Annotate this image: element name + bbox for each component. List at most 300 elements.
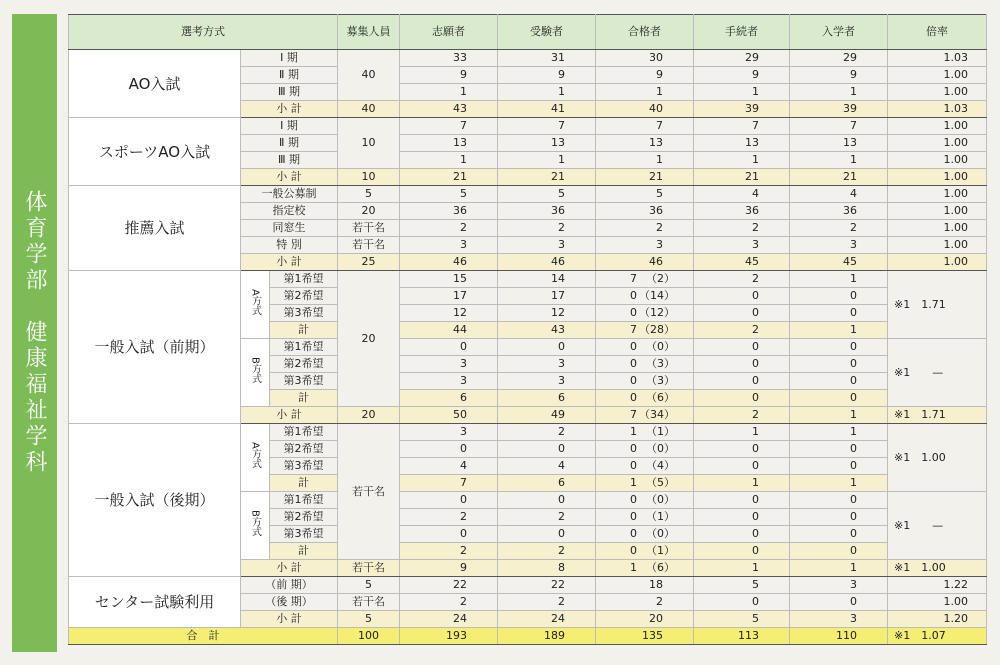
method-a-label [241, 424, 270, 492]
enrolled-cell: 3 [790, 577, 888, 594]
passed-paren: （34） [639, 408, 676, 421]
passed-paren: （6） [646, 561, 676, 574]
rate-cell: ※1 1.07 [888, 628, 987, 645]
applicants-cell: 15 [400, 271, 498, 288]
procedures-cell: 45 [694, 254, 790, 271]
passed-value: 0 [630, 527, 638, 540]
row-label: 計 [270, 475, 338, 492]
enrolled-cell: 1 [790, 84, 888, 101]
applicants-cell: 44 [400, 322, 498, 339]
header-applicants: 志願者 [400, 15, 498, 50]
header-passed: 合格者 [596, 15, 694, 50]
quota-cell: 20 [338, 407, 400, 424]
passed-cell [596, 356, 694, 373]
examinees-cell: 2 [498, 220, 596, 237]
enrolled-cell: 1 [790, 271, 888, 288]
enrolled-cell: 1 [790, 475, 888, 492]
passed-paren: （0） [646, 442, 676, 455]
applicants-cell: 33 [400, 50, 498, 67]
quota-cell: 5 [338, 611, 400, 628]
enrolled-cell: 0 [790, 543, 888, 560]
passed-value: 7 [630, 408, 638, 421]
applicants-cell: 5 [400, 186, 498, 203]
subtotal-label: 小 計 [241, 254, 338, 271]
row-label: 一般公募制 [241, 186, 338, 203]
passed-cell: 7 [596, 118, 694, 135]
rate-cell: ※1 1.00 [888, 424, 987, 492]
row-label: 第2希望 [270, 356, 338, 373]
enrolled-cell: 1 [790, 407, 888, 424]
group-name: 推薦入試 [69, 186, 241, 271]
enrolled-cell: 110 [790, 628, 888, 645]
examinees-cell: 14 [498, 271, 596, 288]
passed-cell [596, 475, 694, 492]
examinees-cell: 0 [498, 492, 596, 509]
rate-cell: 1.00 [888, 237, 987, 254]
passed-cell: 3 [596, 237, 694, 254]
table-row [69, 50, 987, 67]
examinees-cell: 22 [498, 577, 596, 594]
enrolled-cell: 9 [790, 67, 888, 84]
procedures-cell: 0 [694, 492, 790, 509]
passed-paren: （1） [646, 425, 676, 438]
passed-cell: 9 [596, 67, 694, 84]
table-row [69, 186, 987, 203]
row-label: Ⅰ 期 [241, 50, 338, 67]
header-procedures: 手続者 [694, 15, 790, 50]
passed-cell: 2 [596, 594, 694, 611]
passed-cell: 36 [596, 203, 694, 220]
examinees-cell: 2 [498, 424, 596, 441]
procedures-cell: 0 [694, 339, 790, 356]
passed-value: 1 [630, 476, 638, 489]
enrolled-cell: 1 [790, 322, 888, 339]
passed-value: 7 [630, 272, 638, 285]
subtotal-label: 小 計 [241, 407, 338, 424]
procedures-cell: 39 [694, 101, 790, 118]
quota-cell: 若干名 [338, 424, 400, 560]
row-label: 同窓生 [241, 220, 338, 237]
passed-cell: 46 [596, 254, 694, 271]
procedures-cell: 0 [694, 305, 790, 322]
rate-cell: 1.22 [888, 577, 987, 594]
table-row [69, 424, 987, 441]
group-name: 一般入試（後期） [69, 424, 241, 577]
row-label: 第2希望 [270, 509, 338, 526]
procedures-cell: 13 [694, 135, 790, 152]
passed-cell [596, 288, 694, 305]
row-label: Ⅱ 期 [241, 67, 338, 84]
enrolled-cell: 0 [790, 288, 888, 305]
procedures-cell: 2 [694, 322, 790, 339]
enrolled-cell: 3 [790, 237, 888, 254]
header-examinees: 受験者 [498, 15, 596, 50]
enrolled-cell: 1 [790, 424, 888, 441]
examinees-cell: 4 [498, 458, 596, 475]
enrolled-cell: 0 [790, 356, 888, 373]
header-method: 選考方式 [69, 15, 338, 50]
procedures-cell: 0 [694, 509, 790, 526]
examinees-cell: 0 [498, 526, 596, 543]
examinees-cell: 1 [498, 84, 596, 101]
method-a-label [241, 271, 270, 339]
procedures-cell: 36 [694, 203, 790, 220]
passed-paren: （5） [646, 476, 676, 489]
row-label: Ⅲ 期 [241, 152, 338, 169]
passed-cell: 1 [596, 84, 694, 101]
examinees-cell: 2 [498, 509, 596, 526]
enrolled-cell: 0 [790, 305, 888, 322]
enrolled-cell: 0 [790, 373, 888, 390]
quota-cell: 若干名 [338, 237, 400, 254]
passed-cell [596, 373, 694, 390]
group-name: センター試験利用 [69, 577, 241, 628]
procedures-cell: 0 [694, 458, 790, 475]
passed-paren: （6） [646, 391, 676, 404]
examinees-cell: 41 [498, 101, 596, 118]
procedures-cell: 21 [694, 169, 790, 186]
subtotal-label: 小 計 [241, 611, 338, 628]
applicants-cell: 3 [400, 356, 498, 373]
quota-cell: 20 [338, 203, 400, 220]
passed-value: 0 [630, 340, 638, 353]
applicants-cell: 0 [400, 441, 498, 458]
rate-cell: 1.00 [888, 594, 987, 611]
passed-cell: 30 [596, 50, 694, 67]
passed-paren: （3） [646, 357, 676, 370]
applicants-cell: 24 [400, 611, 498, 628]
examinees-cell: 3 [498, 237, 596, 254]
passed-cell: 20 [596, 611, 694, 628]
quota-cell: 5 [338, 577, 400, 594]
applicants-cell: 193 [400, 628, 498, 645]
applicants-cell: 9 [400, 560, 498, 577]
passed-value: 7 [630, 323, 638, 336]
row-label: 第3希望 [270, 373, 338, 390]
rate-cell: 1.00 [888, 186, 987, 203]
row-label: Ⅰ 期 [241, 118, 338, 135]
applicants-cell: 6 [400, 390, 498, 407]
procedures-cell: 0 [694, 373, 790, 390]
applicants-cell: 36 [400, 203, 498, 220]
header-enrolled: 入学者 [790, 15, 888, 50]
method-a-text: A方式 [249, 442, 261, 469]
procedures-cell: 1 [694, 560, 790, 577]
procedures-cell: 4 [694, 186, 790, 203]
applicants-cell: 43 [400, 101, 498, 118]
passed-value: 0 [630, 544, 638, 557]
examinees-cell: 21 [498, 169, 596, 186]
passed-value: 0 [630, 493, 638, 506]
procedures-cell: 0 [694, 543, 790, 560]
rate-cell: ※1 — [888, 339, 987, 407]
group-name: 一般入試（前期） [69, 271, 241, 424]
row-label: 第1希望 [270, 492, 338, 509]
applicants-cell: 46 [400, 254, 498, 271]
passed-cell: 18 [596, 577, 694, 594]
quota-cell: 100 [338, 628, 400, 645]
applicants-cell: 50 [400, 407, 498, 424]
row-label: （後 期） [241, 594, 338, 611]
passed-paren: （0） [646, 340, 676, 353]
passed-paren: （2） [646, 272, 676, 285]
procedures-cell: 5 [694, 611, 790, 628]
passed-cell: 5 [596, 186, 694, 203]
rate-cell: 1.00 [888, 203, 987, 220]
applicants-cell: 0 [400, 339, 498, 356]
examinees-cell: 49 [498, 407, 596, 424]
passed-paren: （28） [639, 323, 676, 336]
rate-cell: 1.00 [888, 254, 987, 271]
passed-cell: 13 [596, 135, 694, 152]
row-label: 第2希望 [270, 441, 338, 458]
passed-paren: （1） [646, 544, 676, 557]
row-label: Ⅱ 期 [241, 135, 338, 152]
rate-cell: 1.00 [888, 169, 987, 186]
method-b-text: B方式 [249, 357, 261, 384]
procedures-cell: 2 [694, 271, 790, 288]
total-label: 合 計 [69, 628, 338, 645]
enrolled-cell: 13 [790, 135, 888, 152]
examinees-cell: 7 [498, 118, 596, 135]
row-label: 第2希望 [270, 288, 338, 305]
passed-cell [596, 305, 694, 322]
header-quota: 募集人員 [338, 15, 400, 50]
enrolled-cell: 0 [790, 492, 888, 509]
passed-value: 0 [630, 306, 638, 319]
examinees-cell: 0 [498, 441, 596, 458]
passed-cell [596, 560, 694, 577]
procedures-cell: 0 [694, 288, 790, 305]
procedures-cell: 9 [694, 67, 790, 84]
table-row [69, 577, 987, 594]
passed-paren: （14） [639, 289, 676, 302]
examinees-cell: 6 [498, 475, 596, 492]
applicants-cell: 7 [400, 475, 498, 492]
passed-paren: （0） [646, 527, 676, 540]
quota-cell: 40 [338, 50, 400, 101]
row-label: 第1希望 [270, 271, 338, 288]
rate-cell: ※1 1.71 [888, 271, 987, 339]
passed-cell [596, 339, 694, 356]
header-row [69, 15, 987, 50]
enrolled-cell: 0 [790, 594, 888, 611]
examinees-cell: 2 [498, 594, 596, 611]
row-label: 計 [270, 390, 338, 407]
passed-paren: （12） [639, 306, 676, 319]
enrolled-cell: 0 [790, 458, 888, 475]
passed-value: 0 [630, 459, 638, 472]
examinees-cell: 2 [498, 543, 596, 560]
subtotal-label: 小 計 [241, 169, 338, 186]
rate-cell: 1.00 [888, 118, 987, 135]
passed-value: 0 [630, 289, 638, 302]
passed-cell [596, 441, 694, 458]
examinees-cell: 0 [498, 339, 596, 356]
enrolled-cell: 29 [790, 50, 888, 67]
passed-paren: （4） [646, 459, 676, 472]
quota-cell: 若干名 [338, 594, 400, 611]
passed-cell [596, 526, 694, 543]
rate-cell: 1.00 [888, 152, 987, 169]
quota-cell: 20 [338, 271, 400, 407]
row-label: 第3希望 [270, 305, 338, 322]
passed-cell: 1 [596, 152, 694, 169]
examinees-cell: 12 [498, 305, 596, 322]
enrolled-cell: 0 [790, 526, 888, 543]
rate-cell: ※1 — [888, 492, 987, 560]
admissions-table-wrap [68, 14, 986, 645]
passed-cell [596, 407, 694, 424]
examinees-cell: 9 [498, 67, 596, 84]
applicants-cell: 4 [400, 458, 498, 475]
applicants-cell: 1 [400, 84, 498, 101]
examinees-cell: 46 [498, 254, 596, 271]
subtotal-label: 小 計 [241, 560, 338, 577]
quota-cell: 25 [338, 254, 400, 271]
procedures-cell: 0 [694, 594, 790, 611]
applicants-cell: 0 [400, 526, 498, 543]
grand-total-row [69, 628, 987, 645]
enrolled-cell: 4 [790, 186, 888, 203]
passed-cell [596, 543, 694, 560]
procedures-cell: 0 [694, 526, 790, 543]
enrolled-cell: 1 [790, 152, 888, 169]
method-b-label [241, 492, 270, 560]
row-label: 第3希望 [270, 458, 338, 475]
applicants-cell: 7 [400, 118, 498, 135]
group-name: AO入試 [69, 50, 241, 118]
examinees-cell: 6 [498, 390, 596, 407]
rate-cell: 1.03 [888, 101, 987, 118]
passed-paren: （3） [646, 374, 676, 387]
enrolled-cell: 45 [790, 254, 888, 271]
passed-cell [596, 492, 694, 509]
procedures-cell: 29 [694, 50, 790, 67]
department-sidebar [12, 14, 57, 652]
procedures-cell: 7 [694, 118, 790, 135]
header-rate: 倍率 [888, 15, 987, 50]
applicants-cell: 3 [400, 424, 498, 441]
row-label: 指定校 [241, 203, 338, 220]
quota-cell: 10 [338, 118, 400, 169]
quota-cell: 若干名 [338, 220, 400, 237]
passed-cell: 135 [596, 628, 694, 645]
method-b-label [241, 339, 270, 407]
examinees-cell: 189 [498, 628, 596, 645]
applicants-cell: 2 [400, 220, 498, 237]
row-label: 第1希望 [270, 339, 338, 356]
passed-cell: 40 [596, 101, 694, 118]
procedures-cell: 0 [694, 356, 790, 373]
table-row [69, 118, 987, 135]
rate-cell: ※1 1.00 [888, 560, 987, 577]
examinees-cell: 43 [498, 322, 596, 339]
row-label: Ⅲ 期 [241, 84, 338, 101]
rate-cell: ※1 1.71 [888, 407, 987, 424]
enrolled-cell: 36 [790, 203, 888, 220]
examinees-cell: 1 [498, 152, 596, 169]
rate-cell: 1.20 [888, 611, 987, 628]
examinees-cell: 31 [498, 50, 596, 67]
examinees-cell: 3 [498, 373, 596, 390]
quota-cell: 10 [338, 169, 400, 186]
enrolled-cell: 3 [790, 611, 888, 628]
rate-cell: 1.03 [888, 50, 987, 67]
rate-cell: 1.00 [888, 84, 987, 101]
procedures-cell: 1 [694, 424, 790, 441]
applicants-cell: 3 [400, 237, 498, 254]
examinees-cell: 13 [498, 135, 596, 152]
procedures-cell: 1 [694, 152, 790, 169]
applicants-cell: 1 [400, 152, 498, 169]
enrolled-cell: 39 [790, 101, 888, 118]
passed-cell: 21 [596, 169, 694, 186]
enrolled-cell: 21 [790, 169, 888, 186]
quota-cell: 若干名 [338, 560, 400, 577]
examinees-cell: 5 [498, 186, 596, 203]
passed-cell [596, 390, 694, 407]
rate-cell: 1.00 [888, 67, 987, 84]
applicants-cell: 21 [400, 169, 498, 186]
row-label: 計 [270, 322, 338, 339]
procedures-cell: 1 [694, 475, 790, 492]
applicants-cell: 2 [400, 543, 498, 560]
table-row [69, 271, 987, 288]
enrolled-cell: 0 [790, 390, 888, 407]
row-label: 第1希望 [270, 424, 338, 441]
enrolled-cell: 2 [790, 220, 888, 237]
passed-value: 0 [630, 391, 638, 404]
applicants-cell: 2 [400, 594, 498, 611]
procedures-cell: 0 [694, 441, 790, 458]
applicants-cell: 0 [400, 492, 498, 509]
procedures-cell: 5 [694, 577, 790, 594]
passed-value: 0 [630, 374, 638, 387]
passed-paren: （1） [646, 510, 676, 523]
procedures-cell: 3 [694, 237, 790, 254]
applicants-cell: 13 [400, 135, 498, 152]
passed-cell [596, 322, 694, 339]
enrolled-cell: 0 [790, 509, 888, 526]
row-label: 計 [270, 543, 338, 560]
passed-cell [596, 424, 694, 441]
passed-paren: （0） [646, 493, 676, 506]
quota-cell: 5 [338, 186, 400, 203]
subtotal-label: 小 計 [241, 101, 338, 118]
procedures-cell: 1 [694, 84, 790, 101]
passed-value: 1 [630, 561, 638, 574]
passed-value: 0 [630, 357, 638, 370]
enrolled-cell: 7 [790, 118, 888, 135]
enrolled-cell: 0 [790, 339, 888, 356]
applicants-cell: 22 [400, 577, 498, 594]
row-label: 第3希望 [270, 526, 338, 543]
passed-value: 1 [630, 425, 638, 438]
enrolled-cell: 1 [790, 560, 888, 577]
applicants-cell: 17 [400, 288, 498, 305]
passed-value: 0 [630, 442, 638, 455]
method-a-text: A方式 [249, 289, 261, 316]
applicants-cell: 3 [400, 373, 498, 390]
examinees-cell: 36 [498, 203, 596, 220]
admissions-table [68, 14, 987, 645]
procedures-cell: 113 [694, 628, 790, 645]
method-b-text: B方式 [249, 510, 261, 537]
examinees-cell: 3 [498, 356, 596, 373]
applicants-cell: 12 [400, 305, 498, 322]
passed-cell [596, 458, 694, 475]
